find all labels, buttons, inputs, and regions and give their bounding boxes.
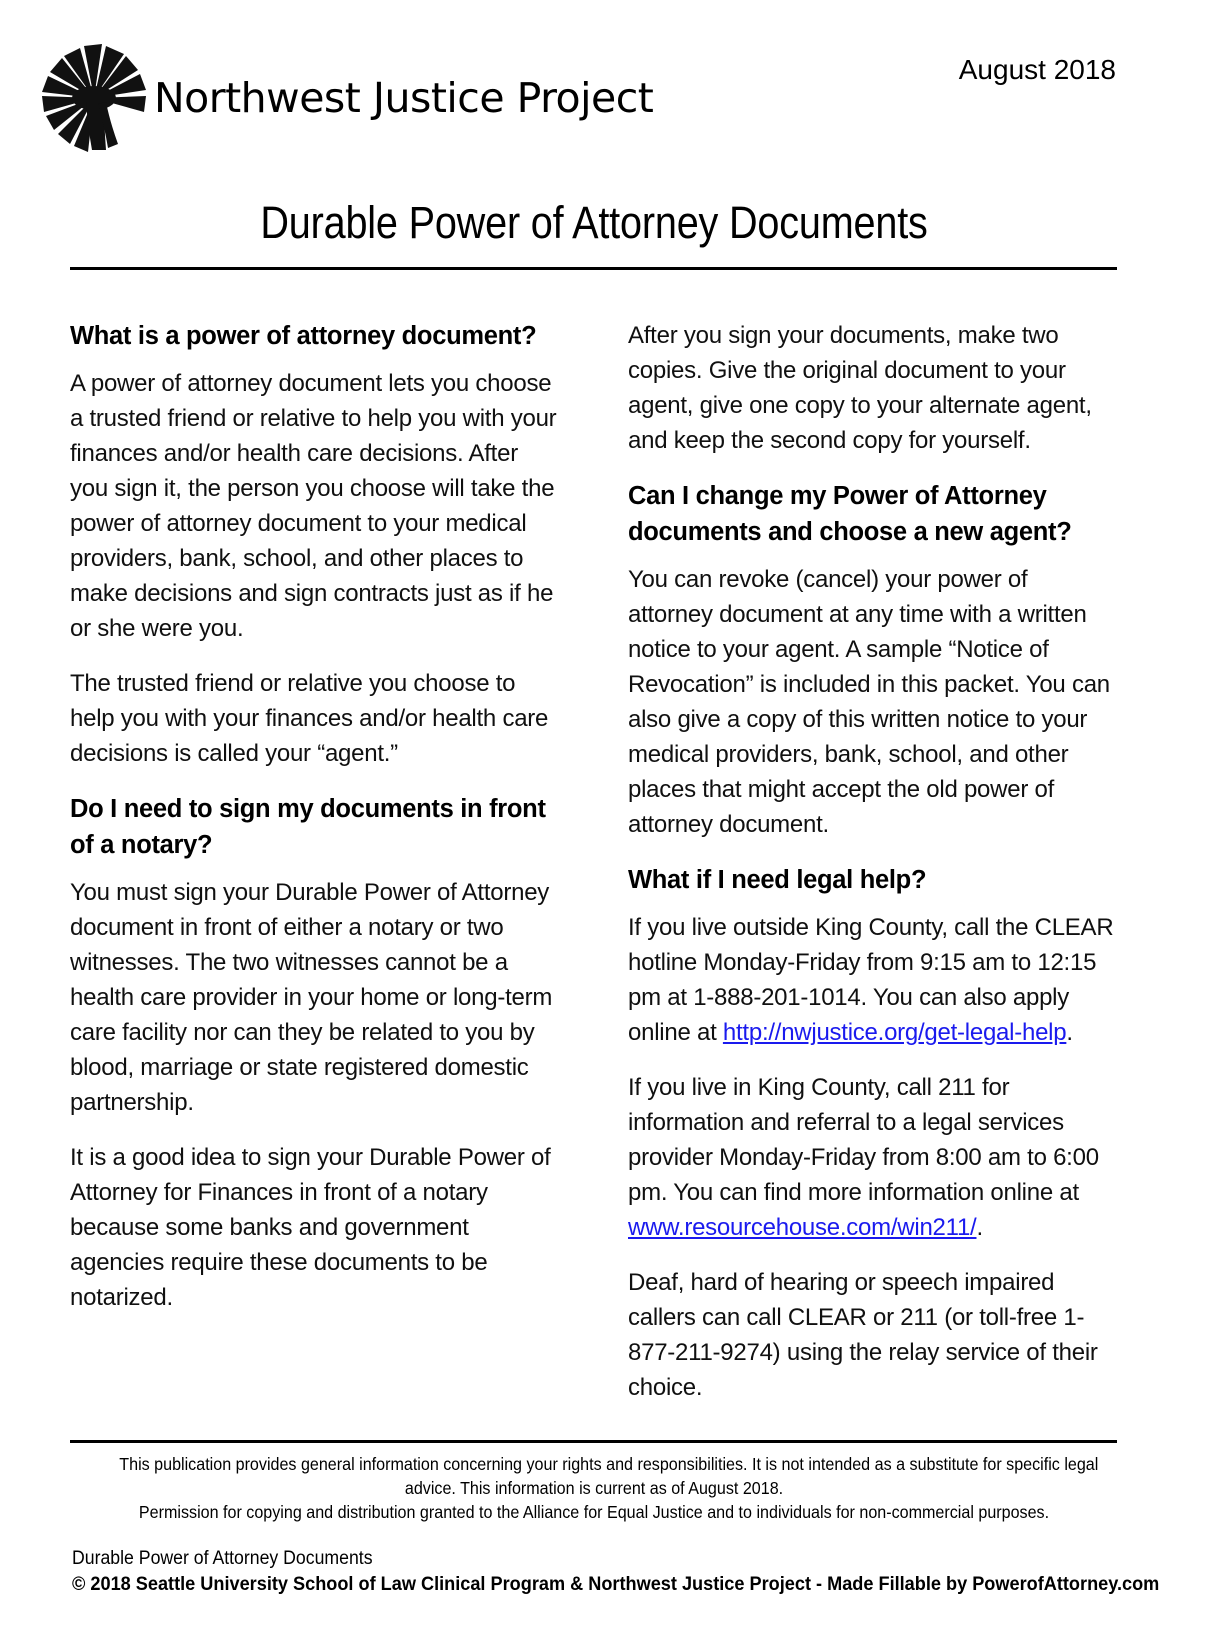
- resourcehouse-link[interactable]: www.resourcehouse.com/win211/: [628, 1214, 977, 1241]
- body-columns: [70, 318, 1118, 1401]
- nwjustice-link[interactable]: http://nwjustice.org/get-legal-help: [722, 1019, 1067, 1046]
- colophon: [72, 1546, 1160, 1597]
- clear-hotline-text: If you live outside King County, call the CLEAR hotline Monday-Friday from 9:15 am to 12:15 pm at 1-888-201-1014. You can also apply online at: [628, 914, 1114, 1046]
- organization-logo: [40, 42, 653, 154]
- colophon-copyright: © 2018 Seattle University School of Law Clinical Program & Northwest Justice Project - Made Fillable by PowerofAttorney.com: [72, 1573, 1160, 1595]
- paragraph-relay-service: Deaf, hard of hearing or speech impaired callers can call CLEAR or 211 (or toll-free 1-877-211-9274) using the relay service of their choice.: [628, 1269, 1098, 1401]
- paragraph-what-is-poa-2: The trusted friend or relative you choose to help you with your finances and/or health care decisions is called your “agent.”: [70, 670, 549, 767]
- paragraph-clear-hotline: [628, 910, 1118, 1050]
- paragraph-what-is-poa-1: A power of attorney document lets you choose a trusted friend or relative to help you with your finances and/or health care decisions. After you sign it, the person you choose will take the power of attorney document to your medical providers, bank, school, and other places to make decisions and sign contracts just as if he or she were you.: [70, 370, 557, 642]
- paragraph-after-you-sign: After you sign your documents, make two copies. Give the original document to your agent, give one copy to your alternate agent, and keep the second copy for yourself.: [628, 322, 1092, 454]
- paragraph-notary-1: You must sign your Durable Power of Attorney document in front of either a notary or two witnesses. The two witnesses cannot be a health care provider in your home or long-term care facility nor can they be related to you by blood, marriage or state registered domestic partnership.: [70, 879, 553, 1116]
- king-county-period: .: [976, 1214, 983, 1241]
- footer-divider: [70, 1440, 1117, 1443]
- heading-change-poa: Can I change my Power of Attorney documents and choose a new agent?: [628, 482, 1072, 546]
- paragraph-king-county-211: [628, 1070, 1118, 1245]
- disclaimer-line-2: advice. This information is current as of August 2018.: [404, 1478, 784, 1498]
- sunburst-hand-torch-logo-icon: [40, 42, 148, 154]
- left-column: [70, 318, 560, 1315]
- right-column: [628, 318, 1118, 1405]
- heading-notary: Do I need to sign my documents in front of a notary?: [70, 795, 546, 859]
- disclaimer-line-1: This publication provides general information concerning your rights and responsibilities. It is not intended as a substitute for specific legal: [119, 1454, 1099, 1474]
- organization-name: Northwest Justice Project: [154, 74, 654, 122]
- heading-legal-help: What if I need legal help?: [628, 866, 927, 894]
- page-title: Durable Power of Attorney Documents: [260, 197, 928, 248]
- document-header: [40, 42, 1188, 172]
- disclaimer-line-3: Permission for copying and distribution granted to the Alliance for Equal Justice and to individuals for non-commercial purposes.: [138, 1502, 1050, 1522]
- paragraph-change-poa-1: You can revoke (cancel) your power of attorney document at any time with a written notice to your agent. A sample “Notice of Revocation” is included in this packet. You can also give a copy of this written notice to your medical providers, bank, school, and other places that might accept the old power of attorney document.: [628, 566, 1110, 838]
- title-divider: [70, 267, 1117, 270]
- colophon-document-title: Durable Power of Attorney Documents: [72, 1548, 373, 1569]
- paragraph-notary-2: It is a good idea to sign your Durable Power of Attorney for Finances in front of a notary because some banks and government agencies require these documents to be notarized.: [70, 1144, 551, 1311]
- heading-what-is-poa: What is a power of attorney document?: [70, 322, 537, 350]
- king-county-text: If you live in King County, call 211 for information and referral to a legal services provider Monday-Friday from 8:00 am to 6:00 pm. You can find more information online at: [628, 1074, 1099, 1206]
- legal-disclaimer: [119, 1452, 1099, 1524]
- clear-hotline-period: .: [1066, 1019, 1073, 1046]
- issue-date: August 2018: [958, 54, 1116, 85]
